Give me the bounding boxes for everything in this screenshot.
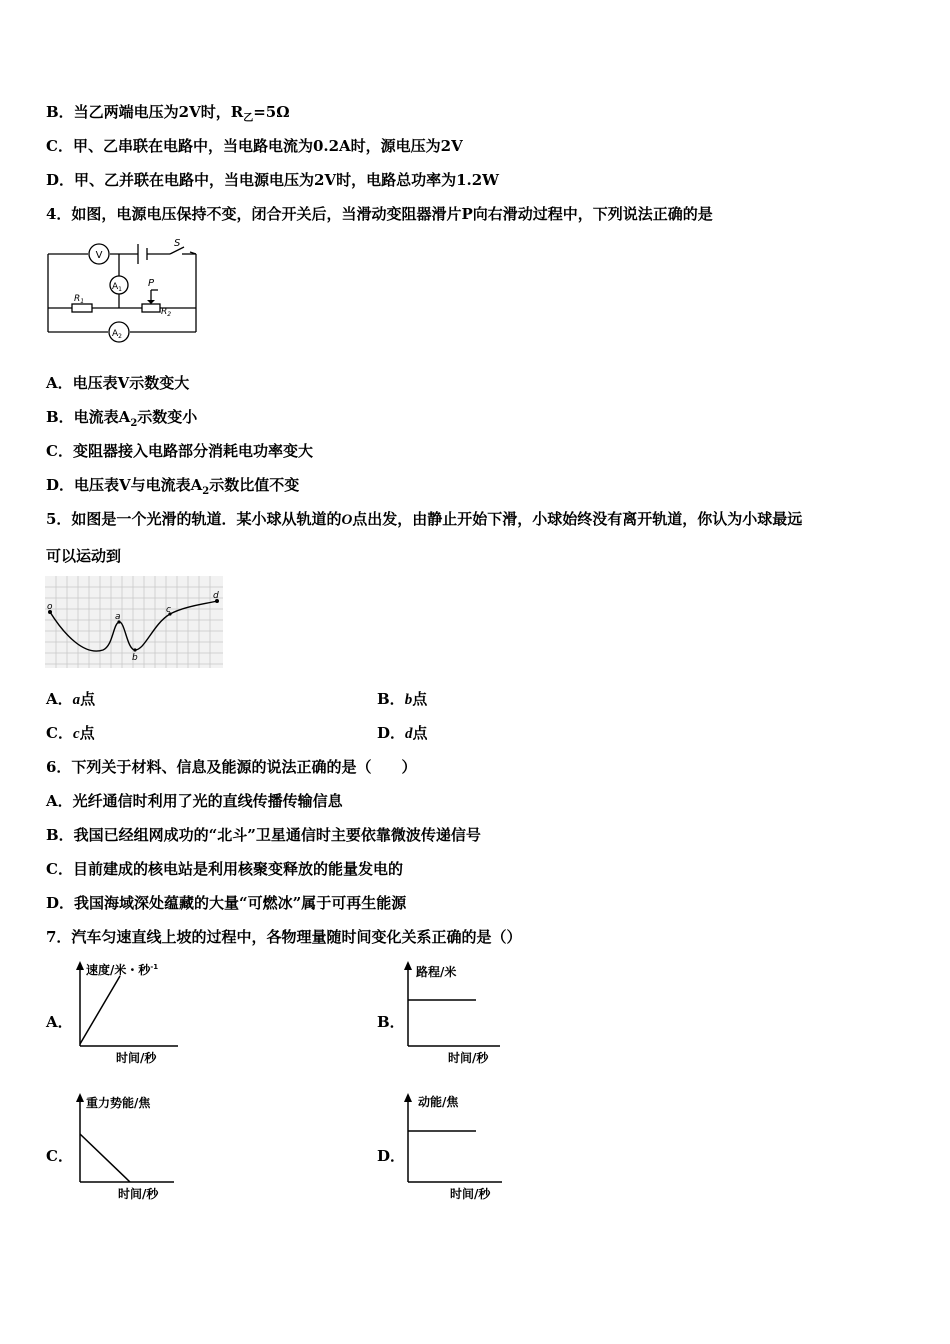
q7-stem: 7．汽车匀速直线上坡的过程中，各物理量随时间变化关系正确的是（） — [46, 928, 522, 946]
ammeter-a1-label: $A_1$ — [112, 282, 122, 293]
q7-option-a-label: A． — [46, 1013, 73, 1031]
q6-stem: 6．下列关于材料、信息及能源的说法正确的是（ ） — [46, 758, 417, 776]
q6-option-c: C．目前建成的核电站是利用核聚变释放的能量发电的 — [46, 860, 403, 878]
point-a-label: a — [115, 612, 121, 622]
q4-circuit-diagram — [44, 238, 204, 344]
r1-label: $R_1$ — [74, 294, 85, 305]
q4-option-b: B．电流表$A_2$示数变小 — [46, 408, 198, 429]
q6-option-a: A．光纤通信时利用了光的直线传播传输信息 — [46, 792, 343, 810]
voltmeter-label: V — [95, 250, 103, 261]
graph-b-xlabel: 时间/秒 — [448, 1051, 489, 1065]
q5-option-a: A．a点 — [46, 690, 96, 708]
ammeter-a2-label: $A_2$ — [112, 329, 122, 340]
q3-option-c: C．甲、乙串联在电路中，当电路电流为0.2A时，源电压为2V — [46, 137, 463, 155]
graph-b-ylabel: 路程/米 — [416, 965, 457, 979]
q4-option-a: A．电压表V示数变大 — [46, 374, 190, 392]
point-b-label: b — [132, 653, 138, 663]
q6-option-d: D．我国海域深处蕴藏的大量“可燃冰”属于可再生能源 — [46, 894, 407, 912]
q6-option-b: B．我国已经组网成功的“北斗”卫星通信时主要依靠微波传递信号 — [46, 826, 481, 844]
q7-option-c-label: C． — [46, 1147, 73, 1165]
q4-option-c: C．变阻器接入电路部分消耗电功率变大 — [46, 442, 313, 460]
q7-graph-b — [398, 958, 518, 1068]
point-d-label: d — [213, 591, 219, 601]
q7-option-b-label: B． — [377, 1013, 405, 1031]
q7-graph-c — [70, 1090, 190, 1205]
graph-d-xlabel: 时间/秒 — [450, 1187, 491, 1201]
q4-option-d: D．电压表V与电流表$A_2$示数比值不变 — [46, 476, 300, 497]
q7-graph-d — [398, 1090, 518, 1205]
q5-stem-line2: 可以运动到 — [46, 547, 122, 565]
graph-c-xlabel: 时间/秒 — [118, 1187, 159, 1201]
q5-option-d: D．d点 — [377, 724, 428, 742]
graph-d-ylabel: 动能/焦 — [418, 1095, 459, 1109]
q4-stem: 4．如图，电源电压保持不变，闭合开关后，当滑动变阻器滑片P向右滑动过程中，下列说法正确的是 — [46, 205, 713, 223]
q5-option-c: C．c点 — [46, 724, 95, 742]
r2-label: $R_2$ — [161, 307, 172, 318]
q5-stem: 5．如图是一个光滑的轨道．某小球从轨道的O点出发，由静止开始下滑，小球始终没有离开轨道，你认为小球最远 — [46, 510, 803, 528]
graph-c-ylabel: 重力势能/焦 — [86, 1096, 151, 1110]
q7-option-d-label: D． — [377, 1147, 406, 1165]
graph-a-xlabel: 时间/秒 — [116, 1051, 157, 1065]
point-c-label: c — [166, 605, 171, 615]
q7-graph-a — [70, 958, 190, 1068]
q5-track-figure — [45, 576, 223, 668]
q3-option-b: B．当乙两端电压为2V时，$R_乙=5\Omega$ — [46, 103, 290, 124]
switch-label: S — [174, 238, 181, 249]
point-o-label: o — [47, 602, 53, 612]
q3-option-d: D．甲、乙并联在电路中，当电源电压为2V时，电路总功率为1.2W — [46, 171, 500, 189]
slider-label: P — [148, 278, 155, 289]
q5-option-b: B．b点 — [377, 690, 428, 708]
graph-a-ylabel: 速度/米・秒$^{-1}$ — [86, 963, 159, 977]
